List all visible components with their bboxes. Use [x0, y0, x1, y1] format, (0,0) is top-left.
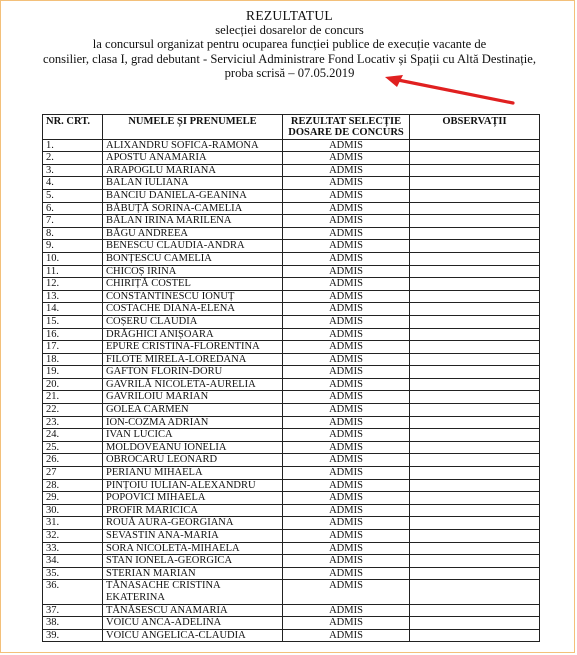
candidate-name: OBROCARU LEONARD — [103, 454, 283, 467]
observations-cell — [410, 290, 540, 303]
candidate-name: FILOTE MIRELA-LOREDANA — [103, 353, 283, 366]
candidate-name: DRĂGHICI ANIȘOARA — [103, 328, 283, 341]
table-row — [43, 366, 540, 379]
candidate-name: BONȚESCU CAMELIA — [103, 252, 283, 265]
row-number: 15. — [43, 315, 103, 328]
selection-result: ADMIS — [283, 278, 410, 291]
column-header-nr: NR. CRT. — [43, 115, 103, 140]
selection-result: ADMIS — [283, 240, 410, 253]
observations-cell — [410, 467, 540, 480]
observations-cell — [410, 629, 540, 642]
row-number: 13. — [43, 290, 103, 303]
observations-cell — [410, 492, 540, 505]
table-row — [43, 555, 540, 568]
observations-cell — [410, 215, 540, 228]
observations-cell — [410, 164, 540, 177]
selection-result: ADMIS — [283, 152, 410, 165]
document-header — [1, 9, 577, 80]
table-row — [43, 629, 540, 642]
row-number: 8. — [43, 227, 103, 240]
row-number: 17. — [43, 341, 103, 354]
column-header-result: REZULTAT SELECȚIE DOSARE DE CONCURS — [283, 115, 410, 140]
row-number: 16. — [43, 328, 103, 341]
selection-result: ADMIS — [283, 530, 410, 543]
row-number: 22. — [43, 404, 103, 417]
table-row — [43, 227, 540, 240]
observations-cell — [410, 378, 540, 391]
selection-result: ADMIS — [283, 454, 410, 467]
table-row — [43, 580, 540, 604]
table-row — [43, 492, 540, 505]
table-row — [43, 290, 540, 303]
observations-cell — [410, 542, 540, 555]
observations-cell — [410, 454, 540, 467]
selection-result: ADMIS — [283, 227, 410, 240]
candidate-name: GAFTON FLORIN-DORU — [103, 366, 283, 379]
observations-cell — [410, 429, 540, 442]
selection-result: ADMIS — [283, 441, 410, 454]
observations-cell — [410, 240, 540, 253]
observations-cell — [410, 580, 540, 604]
table-row — [43, 542, 540, 555]
selection-result: ADMIS — [283, 479, 410, 492]
candidate-name: APOSTU ANAMARIA — [103, 152, 283, 165]
observations-cell — [410, 416, 540, 429]
candidate-name: BANCIU DANIELA-GEANINA — [103, 189, 283, 202]
table-row — [43, 215, 540, 228]
row-number: 35. — [43, 567, 103, 580]
selection-result: ADMIS — [283, 202, 410, 215]
candidate-name: GAVRILĂ NICOLETA-AURELIA — [103, 378, 283, 391]
candidate-name: PERIANU MIHAELA — [103, 467, 283, 480]
observations-cell — [410, 278, 540, 291]
row-number: 26. — [43, 454, 103, 467]
candidate-name: BĂLAN IRINA MARILENA — [103, 215, 283, 228]
selection-result: ADMIS — [283, 504, 410, 517]
table-row — [43, 152, 540, 165]
row-number: 1. — [43, 139, 103, 152]
selection-result: ADMIS — [283, 492, 410, 505]
candidate-name: POPOVICI MIHAELA — [103, 492, 283, 505]
table-row — [43, 416, 540, 429]
candidate-name: EPURE CRISTINA-FLORENTINA — [103, 341, 283, 354]
candidate-name: BALAN IULIANA — [103, 177, 283, 190]
table-row — [43, 240, 540, 253]
observations-cell — [410, 265, 540, 278]
observations-cell — [410, 152, 540, 165]
candidate-name: CHIRIȚĂ COSTEL — [103, 278, 283, 291]
table-row — [43, 517, 540, 530]
row-number: 18. — [43, 353, 103, 366]
observations-cell — [410, 315, 540, 328]
selection-result: ADMIS — [283, 517, 410, 530]
row-number: 11. — [43, 265, 103, 278]
table-row — [43, 530, 540, 543]
observations-cell — [410, 353, 540, 366]
row-number: 31. — [43, 517, 103, 530]
candidate-name: PINȚOIU IULIAN-ALEXANDRU — [103, 479, 283, 492]
selection-result: ADMIS — [283, 580, 410, 604]
observations-cell — [410, 303, 540, 316]
table-row — [43, 139, 540, 152]
selection-result: ADMIS — [283, 629, 410, 642]
row-number: 38. — [43, 617, 103, 630]
row-number: 30. — [43, 504, 103, 517]
row-number: 28. — [43, 479, 103, 492]
observations-cell — [410, 189, 540, 202]
table-row — [43, 617, 540, 630]
table-row — [43, 164, 540, 177]
observations-cell — [410, 177, 540, 190]
selection-result: ADMIS — [283, 617, 410, 630]
row-number: 2. — [43, 152, 103, 165]
candidate-name: STAN IONELA-GEORGICA — [103, 555, 283, 568]
selection-result: ADMIS — [283, 378, 410, 391]
observations-cell — [410, 404, 540, 417]
candidate-name: BĂBUȚĂ SORINA-CAMELIA — [103, 202, 283, 215]
selection-result: ADMIS — [283, 429, 410, 442]
candidate-name: GAVRILOIU MARIAN — [103, 391, 283, 404]
candidate-name: STERIAN MARIAN — [103, 567, 283, 580]
observations-cell — [410, 441, 540, 454]
results-table — [42, 114, 540, 642]
row-number: 12. — [43, 278, 103, 291]
table-row — [43, 378, 540, 391]
candidate-name: GOLEA CARMEN — [103, 404, 283, 417]
observations-cell — [410, 530, 540, 543]
selection-result: ADMIS — [283, 366, 410, 379]
observations-cell — [410, 504, 540, 517]
table-row — [43, 341, 540, 354]
candidate-name: TĂNASACHE CRISTINA EKATERINA — [103, 580, 283, 604]
table-row — [43, 328, 540, 341]
document-title: REZULTATUL — [246, 8, 333, 23]
row-number: 6. — [43, 202, 103, 215]
table-row — [43, 177, 540, 190]
table-row — [43, 479, 540, 492]
row-number: 7. — [43, 215, 103, 228]
header-line-5: proba scrisă – 07.05.2019 — [224, 65, 355, 80]
selection-result: ADMIS — [283, 215, 410, 228]
observations-cell — [410, 139, 540, 152]
header-line-4: consilier, clasa I, grad debutant - Serviciul Administrare Fond Locativ și Spații cu Altă Destinație, — [43, 51, 536, 66]
table-row — [43, 315, 540, 328]
table-row — [43, 467, 540, 480]
candidate-name: IVAN LUCICA — [103, 429, 283, 442]
header-line-3: la concursul organizat pentru ocuparea funcției publice de execuție vacante de — [92, 37, 487, 52]
table-row — [43, 429, 540, 442]
observations-cell — [410, 227, 540, 240]
row-number: 32. — [43, 530, 103, 543]
observations-cell — [410, 252, 540, 265]
candidate-name: PROFIR MARICICA — [103, 504, 283, 517]
table-row — [43, 567, 540, 580]
candidate-name: SORA NICOLETA-MIHAELA — [103, 542, 283, 555]
row-number: 29. — [43, 492, 103, 505]
observations-cell — [410, 341, 540, 354]
table-row — [43, 404, 540, 417]
candidate-name: CONSTANTINESCU IONUȚ — [103, 290, 283, 303]
candidate-name: SEVASTIN ANA-MARIA — [103, 530, 283, 543]
table-row — [43, 441, 540, 454]
candidate-name: BENESCU CLAUDIA-ANDRA — [103, 240, 283, 253]
observations-cell — [410, 366, 540, 379]
candidate-name: VOICU ANCA-ADELINA — [103, 617, 283, 630]
candidate-name: ROUĂ AURA-GEORGIANA — [103, 517, 283, 530]
candidate-name: ARAPOGLU MARIANA — [103, 164, 283, 177]
row-number: 3. — [43, 164, 103, 177]
selection-result: ADMIS — [283, 353, 410, 366]
selection-result: ADMIS — [283, 467, 410, 480]
column-header-observations: OBSERVAȚII — [410, 115, 540, 140]
row-number: 5. — [43, 189, 103, 202]
observations-cell — [410, 604, 540, 617]
selection-result: ADMIS — [283, 303, 410, 316]
selection-result: ADMIS — [283, 542, 410, 555]
row-number: 34. — [43, 555, 103, 568]
row-number: 19. — [43, 366, 103, 379]
observations-cell — [410, 202, 540, 215]
candidate-name: BĂGU ANDREEA — [103, 227, 283, 240]
candidate-name: ION-COZMA ADRIAN — [103, 416, 283, 429]
selection-result: ADMIS — [283, 265, 410, 278]
candidate-name: COȘERU CLAUDIA — [103, 315, 283, 328]
observations-cell — [410, 517, 540, 530]
observations-cell — [410, 479, 540, 492]
row-number: 36. — [43, 580, 103, 604]
selection-result: ADMIS — [283, 139, 410, 152]
candidate-name: COSTACHE DIANA-ELENA — [103, 303, 283, 316]
selection-result: ADMIS — [283, 567, 410, 580]
candidate-name: ALIXANDRU SOFICA-RAMONA — [103, 139, 283, 152]
row-number: 20. — [43, 378, 103, 391]
observations-cell — [410, 555, 540, 568]
observations-cell — [410, 617, 540, 630]
table-row — [43, 278, 540, 291]
observations-cell — [410, 328, 540, 341]
row-number: 4. — [43, 177, 103, 190]
table-row — [43, 252, 540, 265]
candidate-name: VOICU ANGELICA-CLAUDIA — [103, 629, 283, 642]
table-row — [43, 353, 540, 366]
row-number: 33. — [43, 542, 103, 555]
observations-cell — [410, 391, 540, 404]
red-arrow-annotation — [385, 75, 515, 105]
selection-result: ADMIS — [283, 391, 410, 404]
selection-result: ADMIS — [283, 341, 410, 354]
selection-result: ADMIS — [283, 164, 410, 177]
header-line-2: selecției dosarelor de concurs — [215, 23, 364, 38]
table-row — [43, 189, 540, 202]
observations-cell — [410, 567, 540, 580]
selection-result: ADMIS — [283, 177, 410, 190]
table-row — [43, 504, 540, 517]
table-row — [43, 454, 540, 467]
table-row — [43, 604, 540, 617]
selection-result: ADMIS — [283, 252, 410, 265]
table-row — [43, 265, 540, 278]
row-number: 21. — [43, 391, 103, 404]
row-number: 14. — [43, 303, 103, 316]
table-row — [43, 202, 540, 215]
row-number: 23. — [43, 416, 103, 429]
selection-result: ADMIS — [283, 189, 410, 202]
row-number: 25. — [43, 441, 103, 454]
selection-result: ADMIS — [283, 290, 410, 303]
candidate-name: CHICOȘ IRINA — [103, 265, 283, 278]
row-number: 24. — [43, 429, 103, 442]
selection-result: ADMIS — [283, 555, 410, 568]
row-number: 39. — [43, 629, 103, 642]
table-row — [43, 391, 540, 404]
selection-result: ADMIS — [283, 328, 410, 341]
selection-result: ADMIS — [283, 315, 410, 328]
row-number: 37. — [43, 604, 103, 617]
column-header-name: NUMELE ȘI PRENUMELE — [103, 115, 283, 140]
selection-result: ADMIS — [283, 604, 410, 617]
candidate-name: TĂNĂSESCU ANAMARIA — [103, 604, 283, 617]
row-number: 27 — [43, 467, 103, 480]
selection-result: ADMIS — [283, 404, 410, 417]
table-row — [43, 303, 540, 316]
table-header-row — [43, 115, 540, 140]
selection-result: ADMIS — [283, 416, 410, 429]
row-number: 10. — [43, 252, 103, 265]
candidate-name: MOLDOVEANU IONELIA — [103, 441, 283, 454]
row-number: 9. — [43, 240, 103, 253]
